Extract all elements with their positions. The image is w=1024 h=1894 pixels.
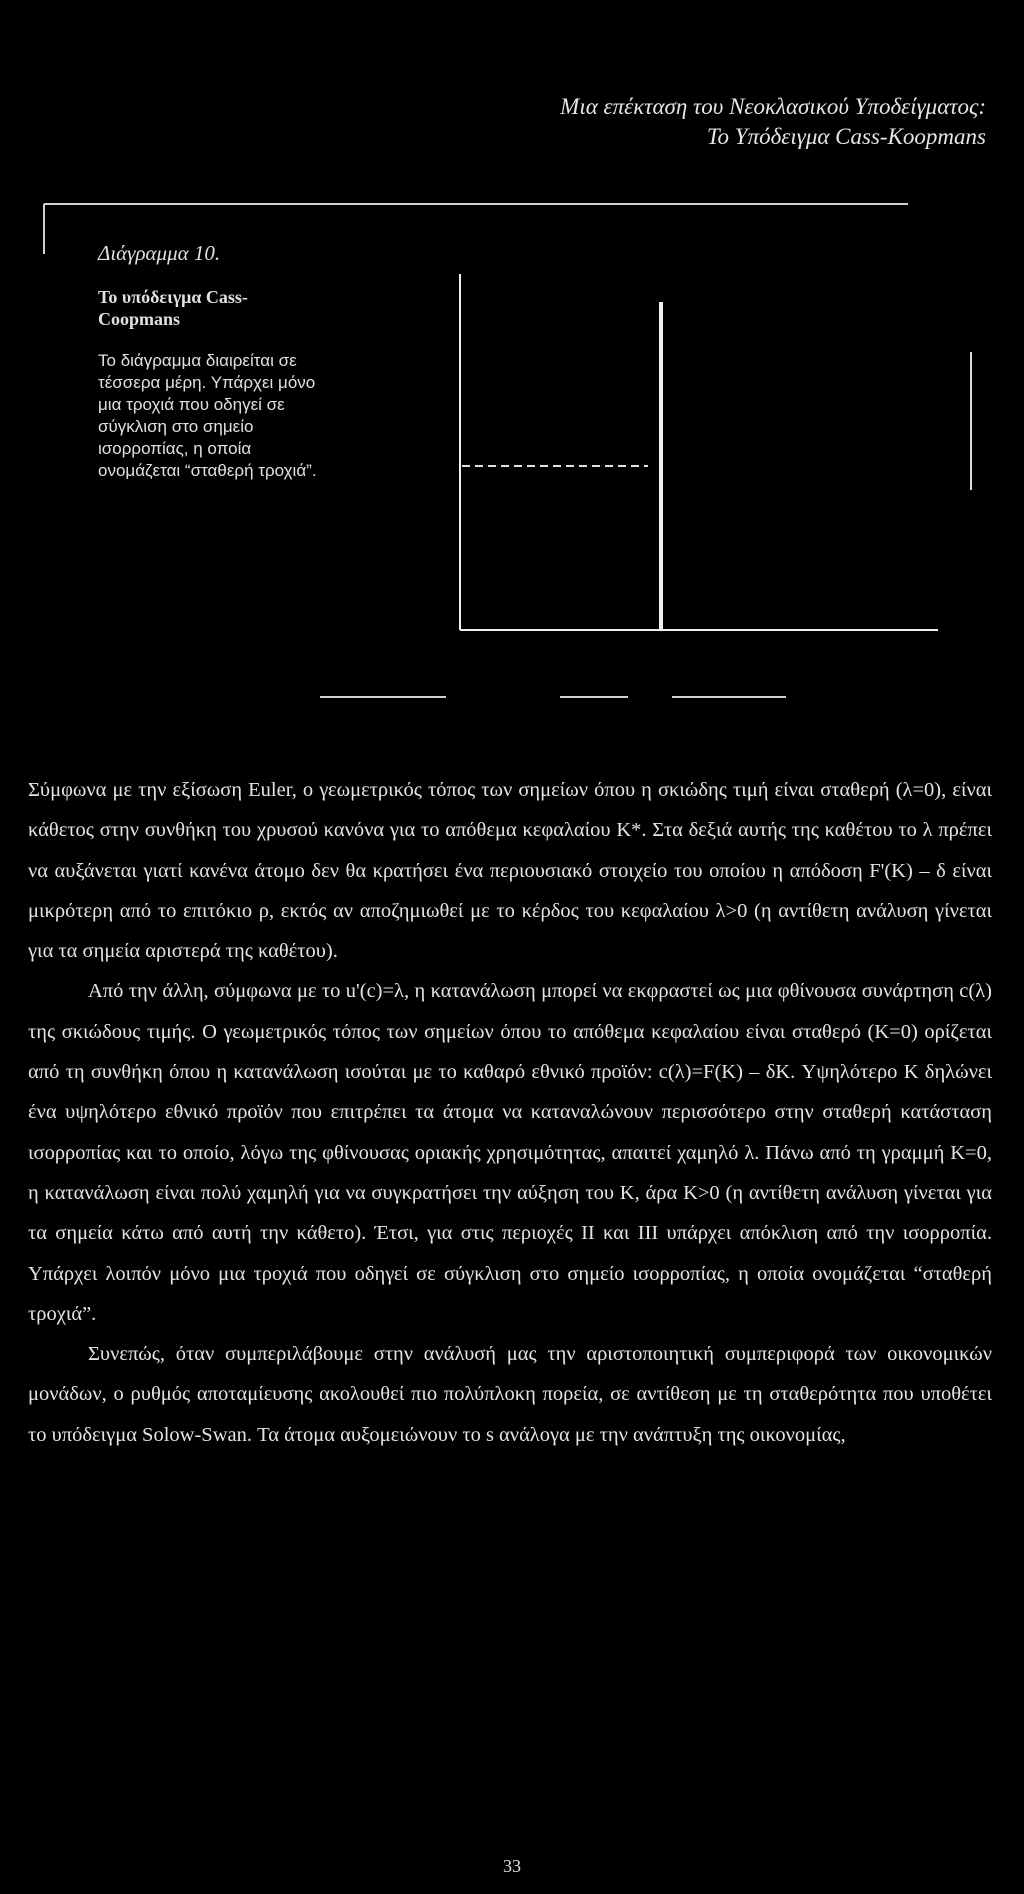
body-text <box>28 770 992 1455</box>
paragraph-2: Από την άλλη, σύμφωνα με το u'(c)=λ, η κατανάλωση μπορεί να εκφραστεί ως μια φθίνουσα συνάρτηση c(λ) της σκιώδους τιμής. Ο γεωμετρικός τόπος των σημείων όπου το απόθεμα κεφαλαίου είναι σταθερό (K=0) ορίζεται από τη συνθήκη όπου η κατανάλωση ισούται με το καθαρό εθνικό προϊόν: c(λ)=F(K) – δK. Υψηλότερο K δηλώνει ένα υψηλότερο εθνικό προϊόν που επιτρέπει τα άτομα να καταναλώνουν περισσότερο στην σταθερή κατάσταση ισορροπίας και το οποίο, λόγω της φθίνουσας οριακής χρησιμότητας, απαιτεί χαμηλό λ. Πάνω από τη γραμμή K=0, η κατανάλωση είναι πολύ χαμηλή για να συγκρατήσει την αύξηση του K, άρα K>0 (η αντίθετη ανάλυση γίνεται για τα σημεία κάτω από αυτή την κάθετο). Έτσι, για στις περιοχές ΙΙ και ΙΙΙ υπάρχει απόκλιση από την ισορροπία. Υπάρχει λοιπόν μόνο μια τροχιά που οδηγεί σε σύγκλιση στο σημείο ισορροπίας, η οποία ονομάζεται “σταθερή τροχιά”. <box>28 980 992 1325</box>
page-number: 33 <box>503 1856 521 1876</box>
figure-caption: Το διάγραμμα διαιρείται σε τέσσερα μέρη. Υπάρχει μόνο μια τροχιά που οδηγεί σε σύγκλιση στο σημείο ισορροπίας, η οποία ονομάζεται “σταθερή τροχιά”. <box>98 351 317 480</box>
header-line-1: Μια επέκταση του Νεοκλασικού Υποδείγματος: <box>560 94 986 119</box>
figure-caption-panel <box>98 242 328 482</box>
paragraph-3: Συνεπώς, όταν συμπεριλάβουμε στην ανάλυσή μας την αριστοποιητική συμπεριφορά των οικονομικών μονάδων, ο ρυθμός αποταμίευσης ακολουθεί πιο πολύπλοκη πορεία, σε αντίθεση με τη σταθερότητα που υποθέτει το υπόδειγμα Solow-Swan. Τα άτομα αυξομειώνουν το s ανάλογα με την ανάπτυξη της οικονομίας, <box>28 1343 992 1446</box>
paragraph-1: Σύμφωνα με την εξίσωση Euler, ο γεωμετρικός τόπος των σημείων όπου η σκιώδης τιμή είναι σταθερή (λ=0), είναι κάθετος στην συνθήκη του χρυσού κανόνα για το απόθεμα κεφαλαίου K*. Στα δεξιά αυτής της καθέτου το λ πρέπει να αυξάνεται γιατί κανένα άτομο δεν θα κρατήσει ένα περιουσιακό στοιχείο του οποίου η απόδοση F'(K) – δ είναι μικρότερη από το επιτόκιο ρ, εκτός αν αποζημιωθεί με το κέρδος του κεφαλαίου λ>0 (η αντίθετη ανάλυση γίνεται για τα σημεία αριστερά της καθέτου). <box>28 779 992 963</box>
figure-label: Διάγραμμα 10. <box>98 241 221 265</box>
figure-title: Το υπόδειγμα Cass-Coopmans <box>98 287 248 329</box>
header-line-2: Το Υπόδειγμα Cass-Koopmans <box>706 124 986 149</box>
